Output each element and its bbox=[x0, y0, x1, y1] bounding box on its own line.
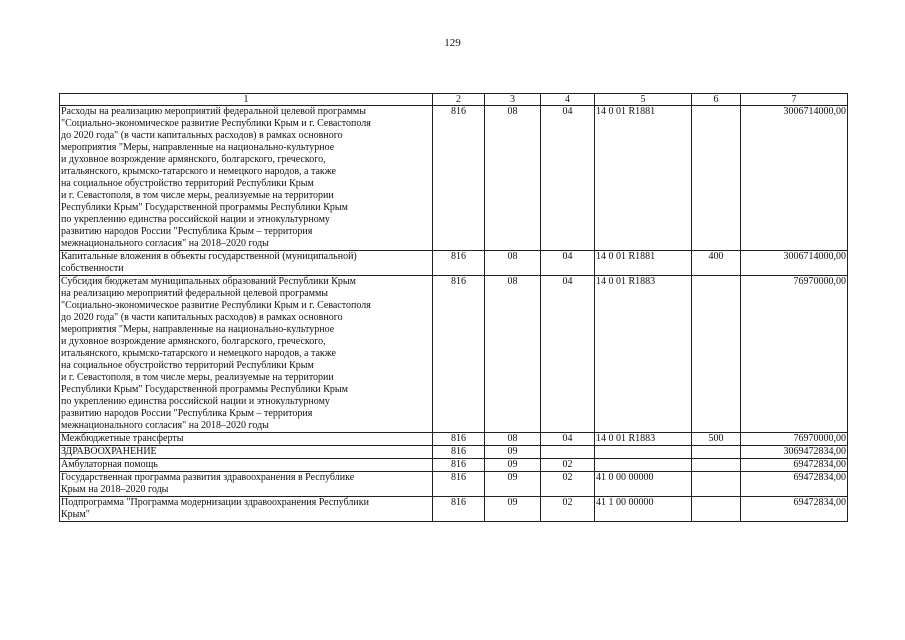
item-name-cell bbox=[60, 433, 433, 446]
expense-type-cell: 500 bbox=[692, 433, 741, 446]
item-name-line: ЗДРАВООХРАНЕНИЕ bbox=[61, 446, 157, 457]
table-row bbox=[60, 251, 848, 276]
ministry-code-cell: 816 bbox=[433, 106, 485, 251]
item-name-cell bbox=[60, 446, 433, 459]
item-name-line: Амбулаторная помощь bbox=[61, 459, 158, 470]
item-name-line: Государственная программа развития здравоохранения в Республике bbox=[61, 472, 355, 483]
section-code-cell: 08 bbox=[485, 276, 541, 433]
ministry-code-cell: 816 bbox=[433, 446, 485, 459]
subsection-code-cell: 02 bbox=[541, 459, 595, 472]
item-name-line: итальянского, крымско-татарского и немецкого народов, а также bbox=[61, 348, 336, 359]
item-name-line: до 2020 года" (в части капитальных расходов) в рамках основного bbox=[61, 130, 343, 141]
expense-type-cell bbox=[692, 106, 741, 251]
budget-table bbox=[59, 93, 848, 522]
section-code-cell: 09 bbox=[485, 497, 541, 522]
expense-type-cell: 400 bbox=[692, 251, 741, 276]
expense-type-cell bbox=[692, 497, 741, 522]
amount-cell: 76970000,00 bbox=[741, 276, 848, 433]
amount-cell: 3006714000,00 bbox=[741, 106, 848, 251]
target-article-cell bbox=[595, 446, 692, 459]
subsection-code-cell bbox=[541, 446, 595, 459]
item-name-line: "Социально-экономическое развитие Республики Крым и г. Севастополя bbox=[61, 118, 371, 129]
section-code-cell: 09 bbox=[485, 459, 541, 472]
table-row bbox=[60, 497, 848, 522]
amount-cell: 76970000,00 bbox=[741, 433, 848, 446]
column-header-5: 5 bbox=[595, 94, 692, 106]
item-name-line: Капитальные вложения в объекты государственной (муниципальной) bbox=[61, 251, 357, 262]
subsection-code-cell: 04 bbox=[541, 276, 595, 433]
target-article-cell: 14 0 01 R1883 bbox=[595, 276, 692, 433]
ministry-code-cell: 816 bbox=[433, 251, 485, 276]
section-code-cell: 08 bbox=[485, 106, 541, 251]
subsection-code-cell: 04 bbox=[541, 433, 595, 446]
item-name-line: по укреплению единства российской нации и этнокультурному bbox=[61, 214, 330, 225]
subsection-code-cell: 02 bbox=[541, 472, 595, 497]
subsection-code-cell: 02 bbox=[541, 497, 595, 522]
subsection-code-cell: 04 bbox=[541, 106, 595, 251]
item-name-line: Крым" bbox=[61, 509, 90, 520]
item-name-cell bbox=[60, 459, 433, 472]
item-name-line: мероприятия "Меры, направленные на национально-культурное bbox=[61, 324, 335, 335]
item-name-line: собственности bbox=[61, 263, 124, 274]
item-name-line: Расходы на реализацию мероприятий федеральной целевой программы bbox=[61, 106, 366, 117]
target-article-cell: 14 0 01 R1883 bbox=[595, 433, 692, 446]
item-name-line: межнационального согласия" на 2018–2020 годы bbox=[61, 420, 269, 431]
item-name-line: Подпрограмма "Программа модернизации здравоохранения Республики bbox=[61, 497, 369, 508]
column-header-1: 1 bbox=[60, 94, 433, 106]
column-header-4: 4 bbox=[541, 94, 595, 106]
section-code-cell: 08 bbox=[485, 433, 541, 446]
amount-cell: 69472834,00 bbox=[741, 497, 848, 522]
item-name-line: мероприятия "Меры, направленные на национально-культурное bbox=[61, 142, 335, 153]
item-name-line: межнационального согласия" на 2018–2020 годы bbox=[61, 238, 269, 249]
section-code-cell: 09 bbox=[485, 446, 541, 459]
section-code-cell: 09 bbox=[485, 472, 541, 497]
item-name-line: и духовное возрождение армянского, болгарского, греческого, bbox=[61, 336, 326, 347]
column-header-2: 2 bbox=[433, 94, 485, 106]
item-name-line: Республики Крым" Государственной программы Республики Крым bbox=[61, 202, 348, 213]
target-article-cell: 41 0 00 00000 bbox=[595, 472, 692, 497]
item-name-line: развитию народов России "Республика Крым – территория bbox=[61, 226, 313, 237]
amount-cell: 69472834,00 bbox=[741, 472, 848, 497]
item-name-line: и духовное возрождение армянского, болгарского, греческого, bbox=[61, 154, 326, 165]
item-name-line: на социальное обустройство территорий Республики Крым bbox=[61, 360, 314, 371]
target-article-cell bbox=[595, 459, 692, 472]
table-row bbox=[60, 472, 848, 497]
ministry-code-cell: 816 bbox=[433, 459, 485, 472]
table-row bbox=[60, 446, 848, 459]
target-article-cell: 14 0 01 R1881 bbox=[595, 106, 692, 251]
item-name-line: Крым на 2018–2020 годы bbox=[61, 484, 169, 495]
column-header-7: 7 bbox=[741, 94, 848, 106]
section-code-cell: 08 bbox=[485, 251, 541, 276]
item-name-line: Республики Крым" Государственной программы Республики Крым bbox=[61, 384, 348, 395]
item-name-cell bbox=[60, 106, 433, 251]
ministry-code-cell: 816 bbox=[433, 276, 485, 433]
item-name-line: на реализацию мероприятий федеральной целевой программы bbox=[61, 288, 329, 299]
expense-type-cell bbox=[692, 446, 741, 459]
item-name-line: до 2020 года" (в части капитальных расходов) в рамках основного bbox=[61, 312, 343, 323]
item-name-line: и г. Севастополя, в том числе меры, реализуемые на территории bbox=[61, 372, 334, 383]
item-name-cell bbox=[60, 251, 433, 276]
ministry-code-cell: 816 bbox=[433, 433, 485, 446]
ministry-code-cell: 816 bbox=[433, 497, 485, 522]
table-row bbox=[60, 459, 848, 472]
item-name-line: развитию народов России "Республика Крым – территория bbox=[61, 408, 313, 419]
item-name-line: итальянского, крымско-татарского и немецкого народов, а также bbox=[61, 166, 336, 177]
item-name-cell bbox=[60, 497, 433, 522]
amount-cell: 3006714000,00 bbox=[741, 251, 848, 276]
subsection-code-cell: 04 bbox=[541, 251, 595, 276]
item-name-line: Субсидия бюджетам муниципальных образований Республики Крым bbox=[61, 276, 356, 287]
item-name-line: "Социально-экономическое развитие Республики Крым и г. Севастополя bbox=[61, 300, 371, 311]
item-name-cell bbox=[60, 472, 433, 497]
table-header-row bbox=[60, 94, 848, 106]
amount-cell: 3069472834,00 bbox=[741, 446, 848, 459]
expense-type-cell bbox=[692, 459, 741, 472]
amount-cell: 69472834,00 bbox=[741, 459, 848, 472]
page-number: 129 bbox=[444, 37, 461, 49]
expense-type-cell bbox=[692, 472, 741, 497]
item-name-line: на социальное обустройство территорий Республики Крым bbox=[61, 178, 314, 189]
table-row bbox=[60, 106, 848, 251]
target-article-cell: 41 1 00 00000 bbox=[595, 497, 692, 522]
target-article-cell: 14 0 01 R1881 bbox=[595, 251, 692, 276]
table-row bbox=[60, 276, 848, 433]
column-header-6: 6 bbox=[692, 94, 741, 106]
table-row bbox=[60, 433, 848, 446]
expense-type-cell bbox=[692, 276, 741, 433]
item-name-line: Межбюджетные трансферты bbox=[61, 433, 184, 444]
item-name-line: и г. Севастополя, в том числе меры, реализуемые на территории bbox=[61, 190, 334, 201]
column-header-3: 3 bbox=[485, 94, 541, 106]
ministry-code-cell: 816 bbox=[433, 472, 485, 497]
item-name-line: по укреплению единства российской нации и этнокультурному bbox=[61, 396, 330, 407]
item-name-cell bbox=[60, 276, 433, 433]
